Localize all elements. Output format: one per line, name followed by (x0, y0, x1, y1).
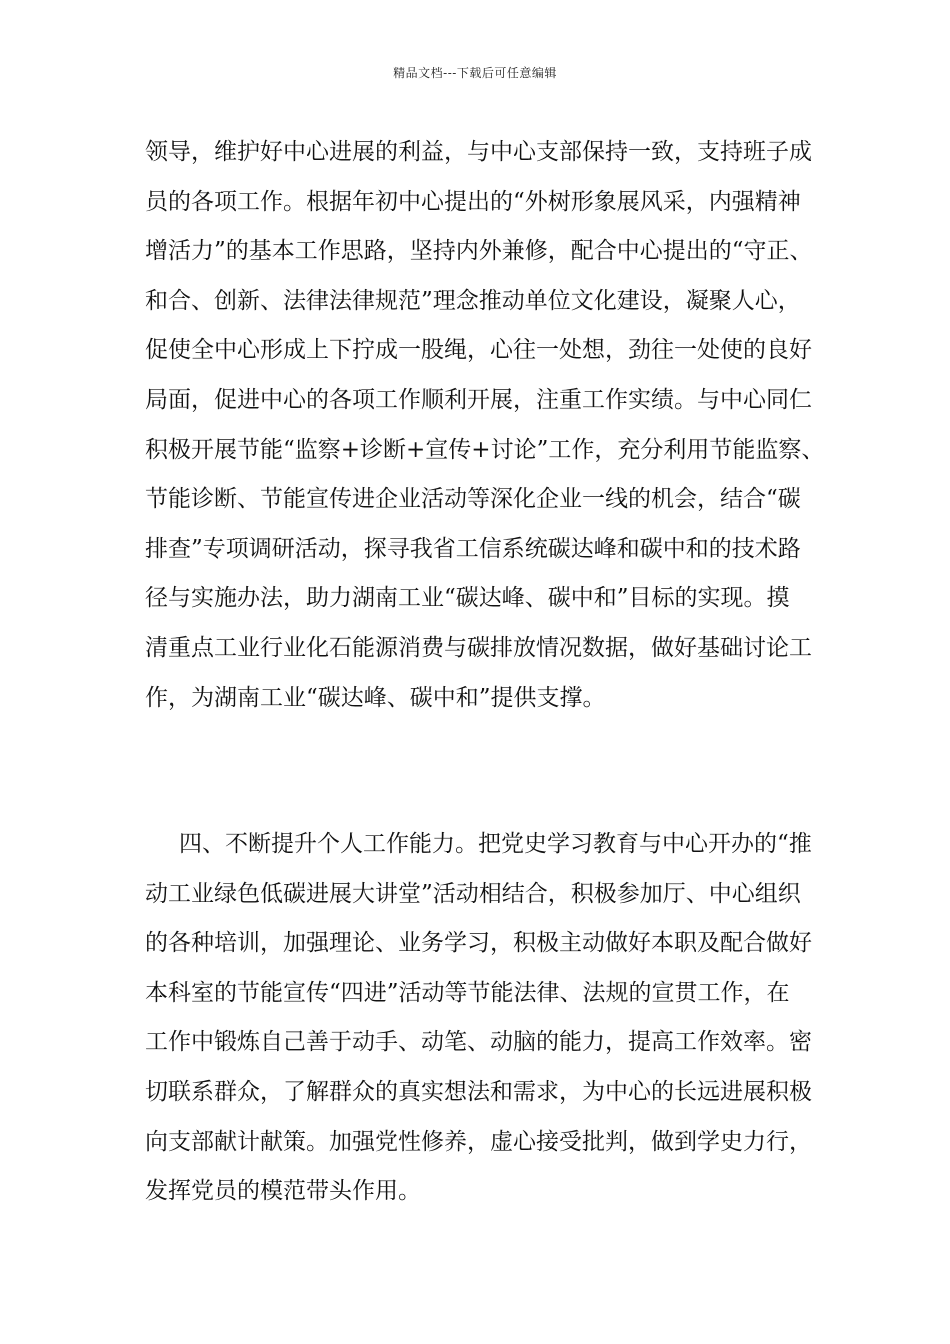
text-line: 积极开展节能“监察+诊断+宣传+讨论”工作，充分利用节能监察、 (145, 436, 825, 463)
text-line: 员的各项工作。根据年初中心提出的“外树形象展风采，内强精神 (145, 188, 801, 215)
text-line: 作，为湖南工业“碳达峰、碳中和”提供支撑。 (145, 684, 606, 711)
text-line: 工作中锻炼自己善于动手、动笔、动脑的能力，提高工作效率。密 (145, 1029, 812, 1056)
text-line-first: 四、不断提升个人工作能力。把党史学习教育与中心开办的“推 (179, 831, 812, 857)
text-line: 领导，维护好中心进展的利益，与中心支部保持一致，支持班子成 (145, 139, 812, 165)
text-line: 排查”专项调研活动，探寻我省工信系统碳达峰和碳中和的技术路 (145, 535, 801, 562)
text-line: 促使全中心形成上下拧成一股绳，心往一处想，劲往一处使的良好 (145, 337, 812, 364)
paragraph-four (145, 826, 845, 1223)
text-line: 和合、创新、法律法律规范”理念推动单位文化建设，凝聚人心， (145, 287, 801, 314)
text-line: 径与实施办法，助力湖南工业“碳达峰、碳中和”目标的实现。摸 (145, 585, 790, 612)
text-line: 清重点工业行业化石能源消费与碳排放情况数据，做好基础讨论工 (145, 634, 812, 661)
page-header: 精品文档---下载后可任意编辑 (393, 66, 557, 80)
text-line: 发挥党员的模范带头作用。 (145, 1178, 421, 1205)
text-line: 动工业绿色低碳进展大讲堂”活动相结合，积极参加厅、中心组织 (145, 880, 801, 907)
text-line: 节能诊断、节能宣传进企业活动等深化企业一线的机会，结合“碳 (145, 486, 801, 513)
text-line: 的各种培训，加强理论、业务学习，积极主动做好本职及配合做好 (145, 930, 812, 957)
text-line: 向支部献计献策。加强党性修养，虚心接受批判，做到学史力行， (145, 1128, 812, 1155)
text-line: 增活力”的基本工作思路，坚持内外兼修，配合中心提出的“守正、 (145, 238, 813, 265)
paragraph-continued (145, 134, 845, 729)
text-line: 局面，促进中心的各项工作顺利开展，注重工作实绩。与中心同仁 (145, 386, 812, 413)
text-line: 切联系群众，了解群众的真实想法和需求，为中心的长远进展积极 (145, 1078, 812, 1105)
text-line: 本科室的节能宣传“四进”活动等节能法律、法规的宣贯工作，在 (145, 979, 790, 1006)
